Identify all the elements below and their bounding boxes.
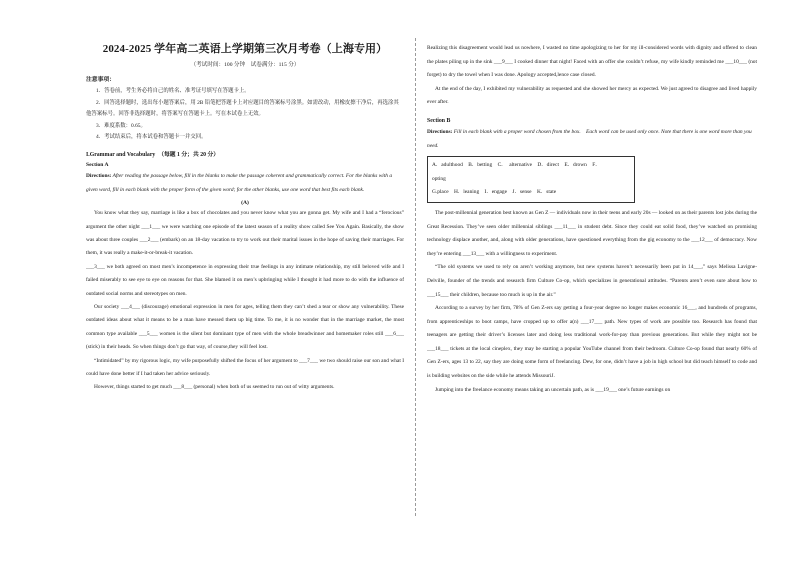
- note-item: 2．回答选择题时，选出每小题答案后，用 2B 铅笔把答题卡上对应题目的答案标号涂黑。如需改动，用橡皮擦干净后，再选涂其他答案标号。回答非选择题时，将答案写在答题卡上。写在本试卷上无效。: [86, 99, 399, 118]
- word-box-row: G.place H．leaning I．engage J．sense K．state: [432, 189, 557, 196]
- passage-paragraph: You know what they say, marriage is like a box of chocolates and you never know what you are gonna get. My wife and I had a “ferocious” argument the other night ___1___ we were watching one episode of the latest season of a reality show called See You Again. Basically, the show was about three couples ___2___ (embark) on an 18-day vacation to try to work out their marital issues in the hope of saving their marriages. For them, it was really a make-it-or-break-it vacation.: [86, 210, 404, 257]
- exam-title: 2024-2025 学年高二英语上学期第三次月考卷（上海专用）: [102, 43, 388, 55]
- directions-a: [86, 170, 404, 197]
- word-box: [427, 156, 635, 203]
- directions-text: After reading the passage below, fill in the blanks to make the passage coherent and grammatically correct. For the blanks with a given word, fill in each blank with the proper form of the given word; for the other blanks, use one word that best fits each blank.: [86, 172, 393, 193]
- notes-heading: 注意事项：: [86, 77, 115, 83]
- section-a-label: Section A: [86, 161, 109, 168]
- left-column: [86, 40, 404, 395]
- passage-paragraph: At the end of the day, I exhibited my vulnerability as requested and she showed her mercy as expected. We just agreed to disagree and lived happily ever after.: [427, 85, 757, 106]
- passage-paragraph: ___3___ we both agreed on most men’s incompetence in expressing their true feelings in any intimate relationship, my still beloved wife and I failed miserably to see eye to eye on reasons for that. She blamed it on men’s upbringing while I thought it had more to do with the influence of outdated social norms and stereotypes on men.: [86, 263, 404, 297]
- passage-paragraph: Our society ___4___ (discourage) emotional expression in men for ages, telling them they can’t shed a tear or show any vulnerability. These outdated ideas about what it means to be a man have messed them up big time. To me, it is no wonder that in the marriage market, the most common type available ___5___ women is the silent but dominant type of men with the whole breadwinner and homemaker roles still ___6___ (stick) in their heads. So when things don’t go that way, of course,they will feel lost.: [86, 304, 404, 351]
- passage-label: (A): [241, 200, 249, 207]
- passage-paragraph: The post-millennial generation best known as Gen Z — individuals now in their teens and early 20s — looked on as their parents lost jobs during the Great Recession. They’ve seen older millennial siblings ___11___ in student debt. Since they could eat solid food, they’ve watched on promising technology displace another, and, along with older generations, have questioned everything from the gig economy to the ___12___ of democracy. Now they’re entering ___13___ with a willingness to experiment.: [427, 209, 757, 257]
- exam-subtitle: （考试时间：100 分钟 试卷满分：115 分）: [190, 62, 300, 68]
- directions-text: Fill in each blank with a proper word chosen from the box. Each word can be used only once. Note that there is one word more than you need.: [427, 128, 752, 149]
- passage-paragraph: According to a survey by her firm, 78% of Gen Z-ers say getting a four-year degree no longer makes economic 16___, and hundreds of programs, from apprenticeships to boot camps, have cropped up to offer a(n) ___17___ path. New types of work are possible too. Research has found that teenagers are getting their driver’s licenses later and doing less traditional work-for-pay than previous generations. But while they might not be ___18___ tickets at the local cineplex, they may be starting a popular YouTube channel from their bedroom. Culture Co-op found that nearly 60% of Gen Z-ers, ages 13 to 22, say they are doing some form of freelancing. Dew, for one, didn’t have a job in high school but did teach himself to code and is building websites on the side while he attends MissouriJ.: [427, 305, 757, 380]
- passage-paragraph: “The old systems we used to rely on aren’t working anymore, but new systems haven’t necessarily been put in 14___,” says Melissa Lavigne-Delville, founder of the trends and research firm Culture Co-op, which specializes in generational attitudes. “Parents aren’t even sure about how to ___15___ their children, because too much is up in the air.”: [427, 264, 757, 298]
- note-item: 4．考试结束后，将本试卷和答题卡一并交回。: [96, 134, 207, 141]
- word-box-row: A．adulthood B．betting C． alternative D．direct E．drown F．: [432, 162, 601, 169]
- note-item: 1．答卷前，考生务必将自己的姓名、准考证号填写在答题卡上。: [96, 88, 250, 94]
- section-heading: I.Grammar and Vocabulary （每题 1 分；共 20 分）: [86, 151, 220, 158]
- directions-b: [427, 126, 757, 153]
- note-item: 3．难度系数：0.65。: [96, 122, 146, 129]
- right-column: [427, 42, 757, 397]
- directions-label: Directions:: [427, 128, 453, 135]
- word-box-row: opting: [432, 175, 446, 182]
- passage-paragraph: “Intimidated” by my rigorous logic, my wife purposefully shifted the focus of her argument to ___7___ we two should raise our son and what I could have done better if I had taken her advice seriously.: [86, 357, 404, 378]
- column-divider: [415, 38, 416, 516]
- directions-label: Directions:: [86, 172, 112, 179]
- passage-paragraph: Realizing this disagreement would lead us nowhere, I wasted no time apologizing to her for my ill-considered words with dignity and offered to clean the plates piling up in the sink ___9___ I cooked dinner that night! Faced with an offer she couldn’t refuse, my wife kindly reminded me ___10___ (not forget) to dry the towel when I was done. Apology accepted,lence case closed.: [427, 45, 757, 79]
- passage-paragraph: Jumping into the freelance economy means taking an uncertain path, as is ___19___ one’s future earnings on: [435, 386, 671, 393]
- passage-paragraph: However, things started to get much ___8___ (personal) when both of us seemed to run out of witty arguments.: [94, 384, 335, 391]
- section-b-label: Section B: [427, 117, 451, 124]
